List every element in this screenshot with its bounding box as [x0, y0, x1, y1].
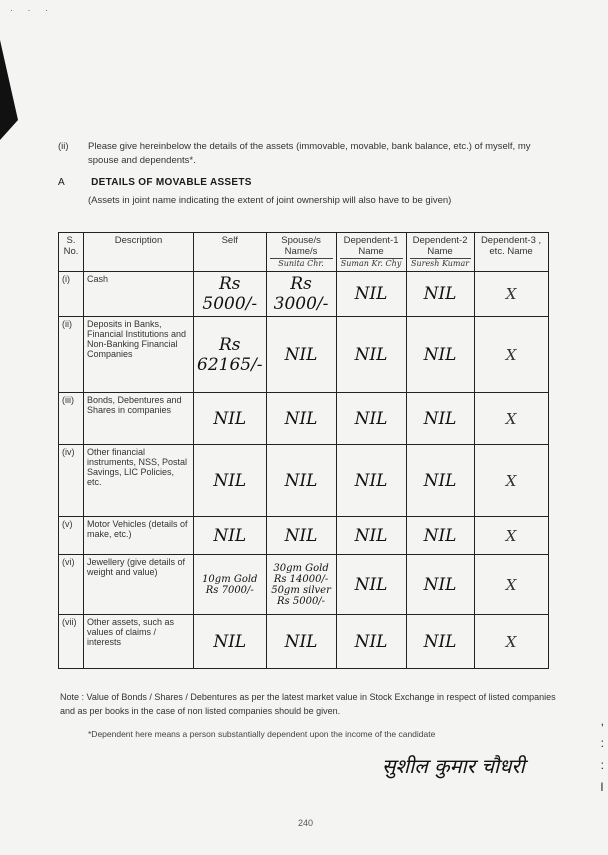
- row-dep1-value: NIL: [336, 615, 406, 669]
- row-spouse-value: NIL: [266, 517, 336, 555]
- header-dep1: [336, 233, 406, 272]
- row-dep1-value: NIL: [336, 517, 406, 555]
- scan-dots: · · ·: [10, 5, 54, 15]
- row-self-value: 10gm Gold Rs 7000/-: [194, 555, 267, 615]
- movable-assets-table: [58, 232, 549, 669]
- row-description: Jewellery (give details of weight and value): [84, 555, 194, 615]
- row-self-value: NIL: [194, 445, 267, 517]
- row-sno: (vi): [59, 555, 84, 615]
- row-dep2-value: NIL: [406, 317, 474, 393]
- row-spouse-value: 30gm Gold Rs 14000/- 50gm silver Rs 5000/-: [266, 555, 336, 615]
- table-row: [59, 517, 549, 555]
- header-description: Description: [84, 233, 194, 272]
- row-dep3-value: X: [474, 615, 548, 669]
- row-sno: (ii): [59, 317, 84, 393]
- row-sno: (v): [59, 517, 84, 555]
- header-sno: S. No.: [59, 233, 84, 272]
- row-sno: (i): [59, 272, 84, 317]
- row-dep3-value: X: [474, 445, 548, 517]
- section-a-title: DETAILS OF MOVABLE ASSETS: [91, 177, 252, 188]
- table-row: [59, 555, 549, 615]
- dependent-definition: *Dependent here means a person substantially dependent upon the income of the candidate: [88, 729, 436, 739]
- row-spouse-value: Rs 3000/-: [266, 272, 336, 317]
- row-sno: (iii): [59, 393, 84, 445]
- section-intro-text: Please give hereinbelow the details of the assets (immovable, movable, bank balance, etc.) of myself, my spouse and dependents*.: [88, 141, 531, 166]
- table-header-row: [59, 233, 549, 272]
- header-dep2: [406, 233, 474, 272]
- row-self-value: NIL: [194, 517, 267, 555]
- candidate-signature: सुशील कुमार चौधरी: [382, 754, 525, 778]
- header-dep3: Dependent-3 , etc. Name: [474, 233, 548, 272]
- row-dep1-value: NIL: [336, 272, 406, 317]
- row-dep1-value: NIL: [336, 317, 406, 393]
- table-row: [59, 272, 549, 317]
- section-intro: [58, 140, 558, 168]
- table-row: [59, 317, 549, 393]
- row-dep3-value: X: [474, 555, 548, 615]
- row-self-value: Rs 62165/-: [194, 317, 267, 393]
- header-dep1-name: Suman Kr. Chy: [340, 259, 402, 268]
- header-spouse-label: Spouse/s Name/s: [281, 235, 321, 257]
- row-dep2-value: NIL: [406, 517, 474, 555]
- row-description: Cash: [84, 272, 194, 317]
- row-description: Other financial instruments, NSS, Postal Savings, LIC Policies, etc.: [84, 445, 194, 517]
- section-a-subtitle: (Assets in joint name indicating the extent of joint ownership will also have to be given): [88, 195, 452, 206]
- scan-edge-marks: , : : l: [600, 714, 604, 794]
- row-dep1-value: NIL: [336, 393, 406, 445]
- header-dep2-label: Dependent-2 Name: [412, 235, 468, 257]
- table-body: [59, 272, 549, 669]
- header-dep1-label: Dependent-1 Name: [343, 235, 399, 257]
- row-description: Other assets, such as values of claims / interests: [84, 615, 194, 669]
- row-dep2-value: NIL: [406, 272, 474, 317]
- row-self-value: NIL: [194, 393, 267, 445]
- section-number: (ii): [58, 141, 69, 152]
- row-description: Motor Vehicles (details of make, etc.): [84, 517, 194, 555]
- scan-edge-mark: [0, 40, 18, 140]
- section-a-label: A: [58, 177, 65, 188]
- header-spouse-name: Sunita Chr.: [270, 258, 333, 268]
- row-spouse-value: NIL: [266, 393, 336, 445]
- row-sno: (vii): [59, 615, 84, 669]
- row-sno: (iv): [59, 445, 84, 517]
- row-dep1-value: NIL: [336, 445, 406, 517]
- row-dep3-value: X: [474, 272, 548, 317]
- row-spouse-value: NIL: [266, 317, 336, 393]
- row-dep2-value: NIL: [406, 555, 474, 615]
- row-dep3-value: X: [474, 517, 548, 555]
- header-dep2-name: Suresh Kumar: [410, 259, 470, 268]
- row-description: Deposits in Banks, Financial Institutions and Non-Banking Financial Companies: [84, 317, 194, 393]
- row-dep3-value: X: [474, 393, 548, 445]
- row-description: Bonds, Debentures and Shares in companies: [84, 393, 194, 445]
- row-self-value: NIL: [194, 615, 267, 669]
- row-dep2-value: NIL: [406, 445, 474, 517]
- header-spouse: [266, 233, 336, 272]
- table-row: [59, 615, 549, 669]
- table-row: [59, 393, 549, 445]
- row-spouse-value: NIL: [266, 445, 336, 517]
- row-dep3-value: X: [474, 317, 548, 393]
- section-a-heading: [58, 177, 252, 188]
- row-dep2-value: NIL: [406, 393, 474, 445]
- table-row: [59, 445, 549, 517]
- row-spouse-value: NIL: [266, 615, 336, 669]
- row-dep1-value: NIL: [336, 555, 406, 615]
- row-self-value: Rs 5000/-: [194, 272, 267, 317]
- page-number: 240: [298, 818, 314, 828]
- row-dep2-value: NIL: [406, 615, 474, 669]
- header-self: Self: [194, 233, 267, 272]
- valuation-note: Note : Value of Bonds / Shares / Debentures as per the latest market value in Stock Exchange in respect of listed companies and as per books in the case of non listed companies should be given.: [60, 692, 556, 716]
